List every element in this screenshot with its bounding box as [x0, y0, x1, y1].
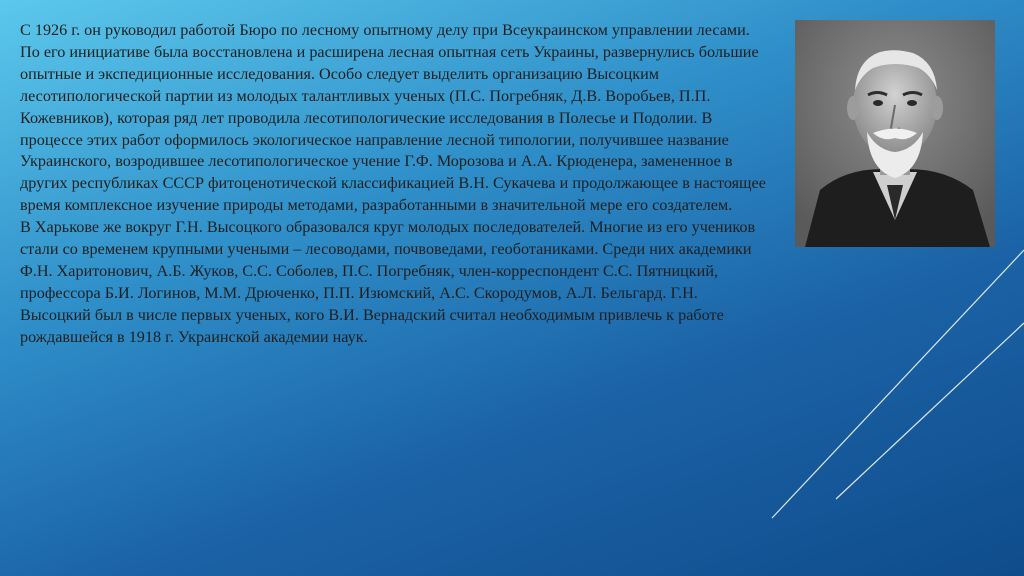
paragraph-bureau: С 1926 г. он руководил работой Бюро по лесному опытному делу при Всеукраинском управлении лесами. По его инициативе была восстановлена и расширена лесная опытная сеть Украины, развернулись большие опытные и экспедиционные исследования. Особо следует выделить организацию Высоцким лесотипологической партии из молодых талантливых ученых (П.С. Погребняк, Д.В. Воробьев, П.П. Кожевников), которая ряд лет проводила лесотипологические исследования в Полесье и Подолии. В процессе этих работ оформилось экологическое направление лесной типологии, получившее название Украинского, возродившее лесотипологическое учение Г.Ф. Морозова и А.А. Крюденера, замененное в других республиках СССР фитоценотической классификацией В.Н. Сукачева и продолжающее в настоящее время комплексное изучение природы методами, разработанными в значительной мере его создателем.: [20, 21, 766, 215]
portrait-photo: [795, 20, 995, 247]
paragraph-followers: В Харькове же вокруг Г.Н. Высоцкого образовался круг молодых последователей. Многие из его учеников стали со временем крупными учеными – лесоводами, почвоведами, геоботаниками. Среди них академики Ф.Н. Харитонович, А.Б. Жуков, С.С. Соболев, П.С. Погребняк, член-корреспондент С.С. Пятницкий, профессора Б.И. Логинов, М.М. Дрюченко, П.П. Изюмский, А.С. Скородумов, А.Л. Бельгард. Г.Н. Высоцкий был в числе первых ученых, кого В.И. Вернадский считал необходимым привлечь к работе рождавшейся в 1918 г. Украинской академии наук.: [20, 218, 756, 346]
decor-line-2: [836, 323, 1024, 499]
decor-line-1: [772, 250, 1024, 518]
slide-body-text: [20, 20, 772, 349]
